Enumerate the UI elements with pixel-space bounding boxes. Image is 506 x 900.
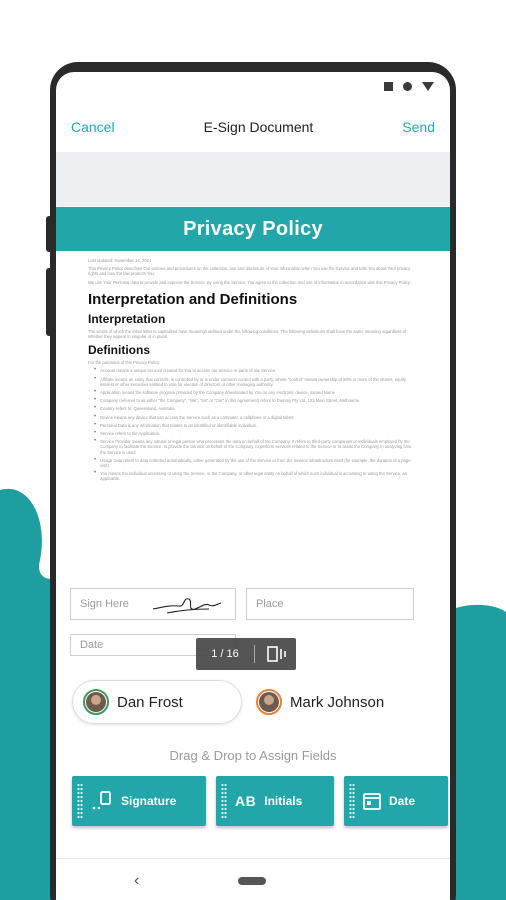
home-nav-pill[interactable] bbox=[238, 877, 266, 885]
definitions-intro: For the purposes of this Privacy Policy: bbox=[88, 360, 161, 366]
sign-here-label: Sign Here bbox=[80, 598, 129, 610]
date-field-button[interactable] bbox=[344, 776, 448, 826]
initials-button-label: Initials bbox=[264, 794, 303, 808]
drag-handle-icon[interactable] bbox=[221, 783, 227, 819]
definition-item: • Personal Data is any information that relates to an identified or identifiable individual. bbox=[94, 423, 418, 428]
definition-item: • You means the individual accessing or using the Service, or the Company, or other legal entity on behalf of which such individual is accessing or using the Service, as applicable. bbox=[94, 471, 418, 481]
place-label: Place bbox=[256, 598, 284, 610]
place-field[interactable] bbox=[246, 588, 414, 620]
top-bar bbox=[56, 112, 450, 142]
initials-icon: AB bbox=[235, 793, 257, 809]
volume-button bbox=[46, 216, 52, 252]
section-heading: Interpretation and Definitions bbox=[88, 290, 298, 308]
page-counter: 1 / 16 bbox=[211, 648, 239, 660]
page-view-icon[interactable] bbox=[267, 646, 287, 662]
signature-icon bbox=[91, 791, 113, 811]
definition-item: • Account means a unique account created for You to access our Service or parts of our Service. bbox=[94, 368, 418, 373]
signer-selector bbox=[72, 680, 434, 724]
drag-handle-icon[interactable] bbox=[349, 783, 355, 819]
send-button[interactable]: Send bbox=[402, 119, 435, 135]
subsection-heading: Interpretation bbox=[88, 311, 166, 326]
avatar bbox=[256, 689, 282, 715]
status-bar bbox=[56, 72, 450, 100]
calendar-icon bbox=[363, 792, 381, 810]
subsection-heading: Definitions bbox=[88, 343, 150, 358]
page-indicator[interactable] bbox=[196, 638, 296, 670]
avatar bbox=[83, 689, 109, 715]
definition-item: • Company (referred to as either "the Company", "We", "Us" or "Our" in this Agreement) refers to Dummy Pty Ltd, 123 Main Street, Melbourne. bbox=[94, 398, 418, 403]
nav-divider bbox=[56, 858, 450, 859]
date-button-label: Date bbox=[389, 794, 416, 808]
home-indicator-icon bbox=[403, 82, 412, 91]
date-label: Date bbox=[80, 639, 104, 651]
definition-item: • Country refers to: Queensland, Australia bbox=[94, 406, 418, 411]
updated-line: Last updated: November 14, 2021 bbox=[88, 258, 152, 263]
page-title: E-Sign Document bbox=[203, 119, 314, 135]
intro-paragraph: This Privacy Policy describes Our policies and procedures on the collection, use and disclosure of Your information when You use the Service and tells You about Your privacy rights and how the law protects You. bbox=[88, 266, 411, 277]
definition-item: • Device means any device that can access the Service such as a computer, a cellphone or a digital tablet. bbox=[94, 415, 418, 420]
document-header bbox=[56, 207, 450, 251]
interpretation-paragraph: The words of which the initial letter is capitalized have meanings defined under the following conditions. The following definitions shall have the same meaning regardless of whether they appear in singular or in plural. bbox=[88, 328, 407, 340]
pager-divider bbox=[254, 645, 255, 663]
signer-mark-johnson[interactable] bbox=[246, 680, 436, 724]
document-top-margin bbox=[56, 152, 450, 206]
definition-item: • Service refers to the Application. bbox=[94, 431, 418, 436]
signature-field-button[interactable] bbox=[72, 776, 206, 826]
recents-indicator-icon bbox=[384, 82, 393, 91]
field-buttons bbox=[72, 776, 434, 826]
signer-name: Mark Johnson bbox=[290, 693, 385, 711]
cancel-button[interactable]: Cancel bbox=[71, 119, 115, 135]
back-nav-icon[interactable]: ‹ bbox=[134, 872, 140, 889]
signer-name: Dan Frost bbox=[117, 693, 183, 711]
definition-item: • Service Provider means any natural or legal person who processes the data on behalf of the Company. It refers to third-party companies or individuals employed by the Company to facilitate the Service, to provide the Service on behalf of the Company, to perform services related to the Service or to assist the Company in analyzing how the Service is used. bbox=[94, 439, 418, 455]
signer-dan-frost[interactable] bbox=[72, 680, 242, 724]
phone-screen bbox=[56, 72, 450, 900]
initials-field-button[interactable] bbox=[216, 776, 334, 826]
definition-item: • Affiliate means an entity that controls, is controlled by or is under common control with a party, where "control" means ownership of 50% or more of the shares, equity interest or other securities entitled to vote for election of directors or other managing authority. bbox=[94, 377, 418, 387]
drag-handle-icon[interactable] bbox=[77, 783, 83, 819]
power-button bbox=[46, 268, 52, 336]
back-indicator-icon bbox=[422, 82, 434, 91]
sign-here-field[interactable] bbox=[70, 588, 236, 620]
document-body[interactable] bbox=[88, 258, 418, 485]
signature-scribble bbox=[149, 593, 229, 617]
definition-item: • Usage Data refers to data collected automatically, either generated by the use of the Service or from the Service infrastructure itself (for example, the duration of a page visit). bbox=[94, 458, 418, 468]
signature-button-label: Signature bbox=[121, 794, 177, 808]
document-title: Privacy Policy bbox=[183, 217, 323, 240]
definition-item: • Application means the software program provided by the Company downloaded by You on any electronic device, named Name bbox=[94, 390, 418, 395]
definitions-list bbox=[94, 368, 418, 481]
assign-fields-label: Drag & Drop to Assign Fields bbox=[169, 748, 337, 763]
intro-paragraph: We use Your Personal data to provide and improve the Service. By using the Service, You agree to the collection and use of information in accordance with this Privacy Policy. bbox=[88, 279, 411, 285]
